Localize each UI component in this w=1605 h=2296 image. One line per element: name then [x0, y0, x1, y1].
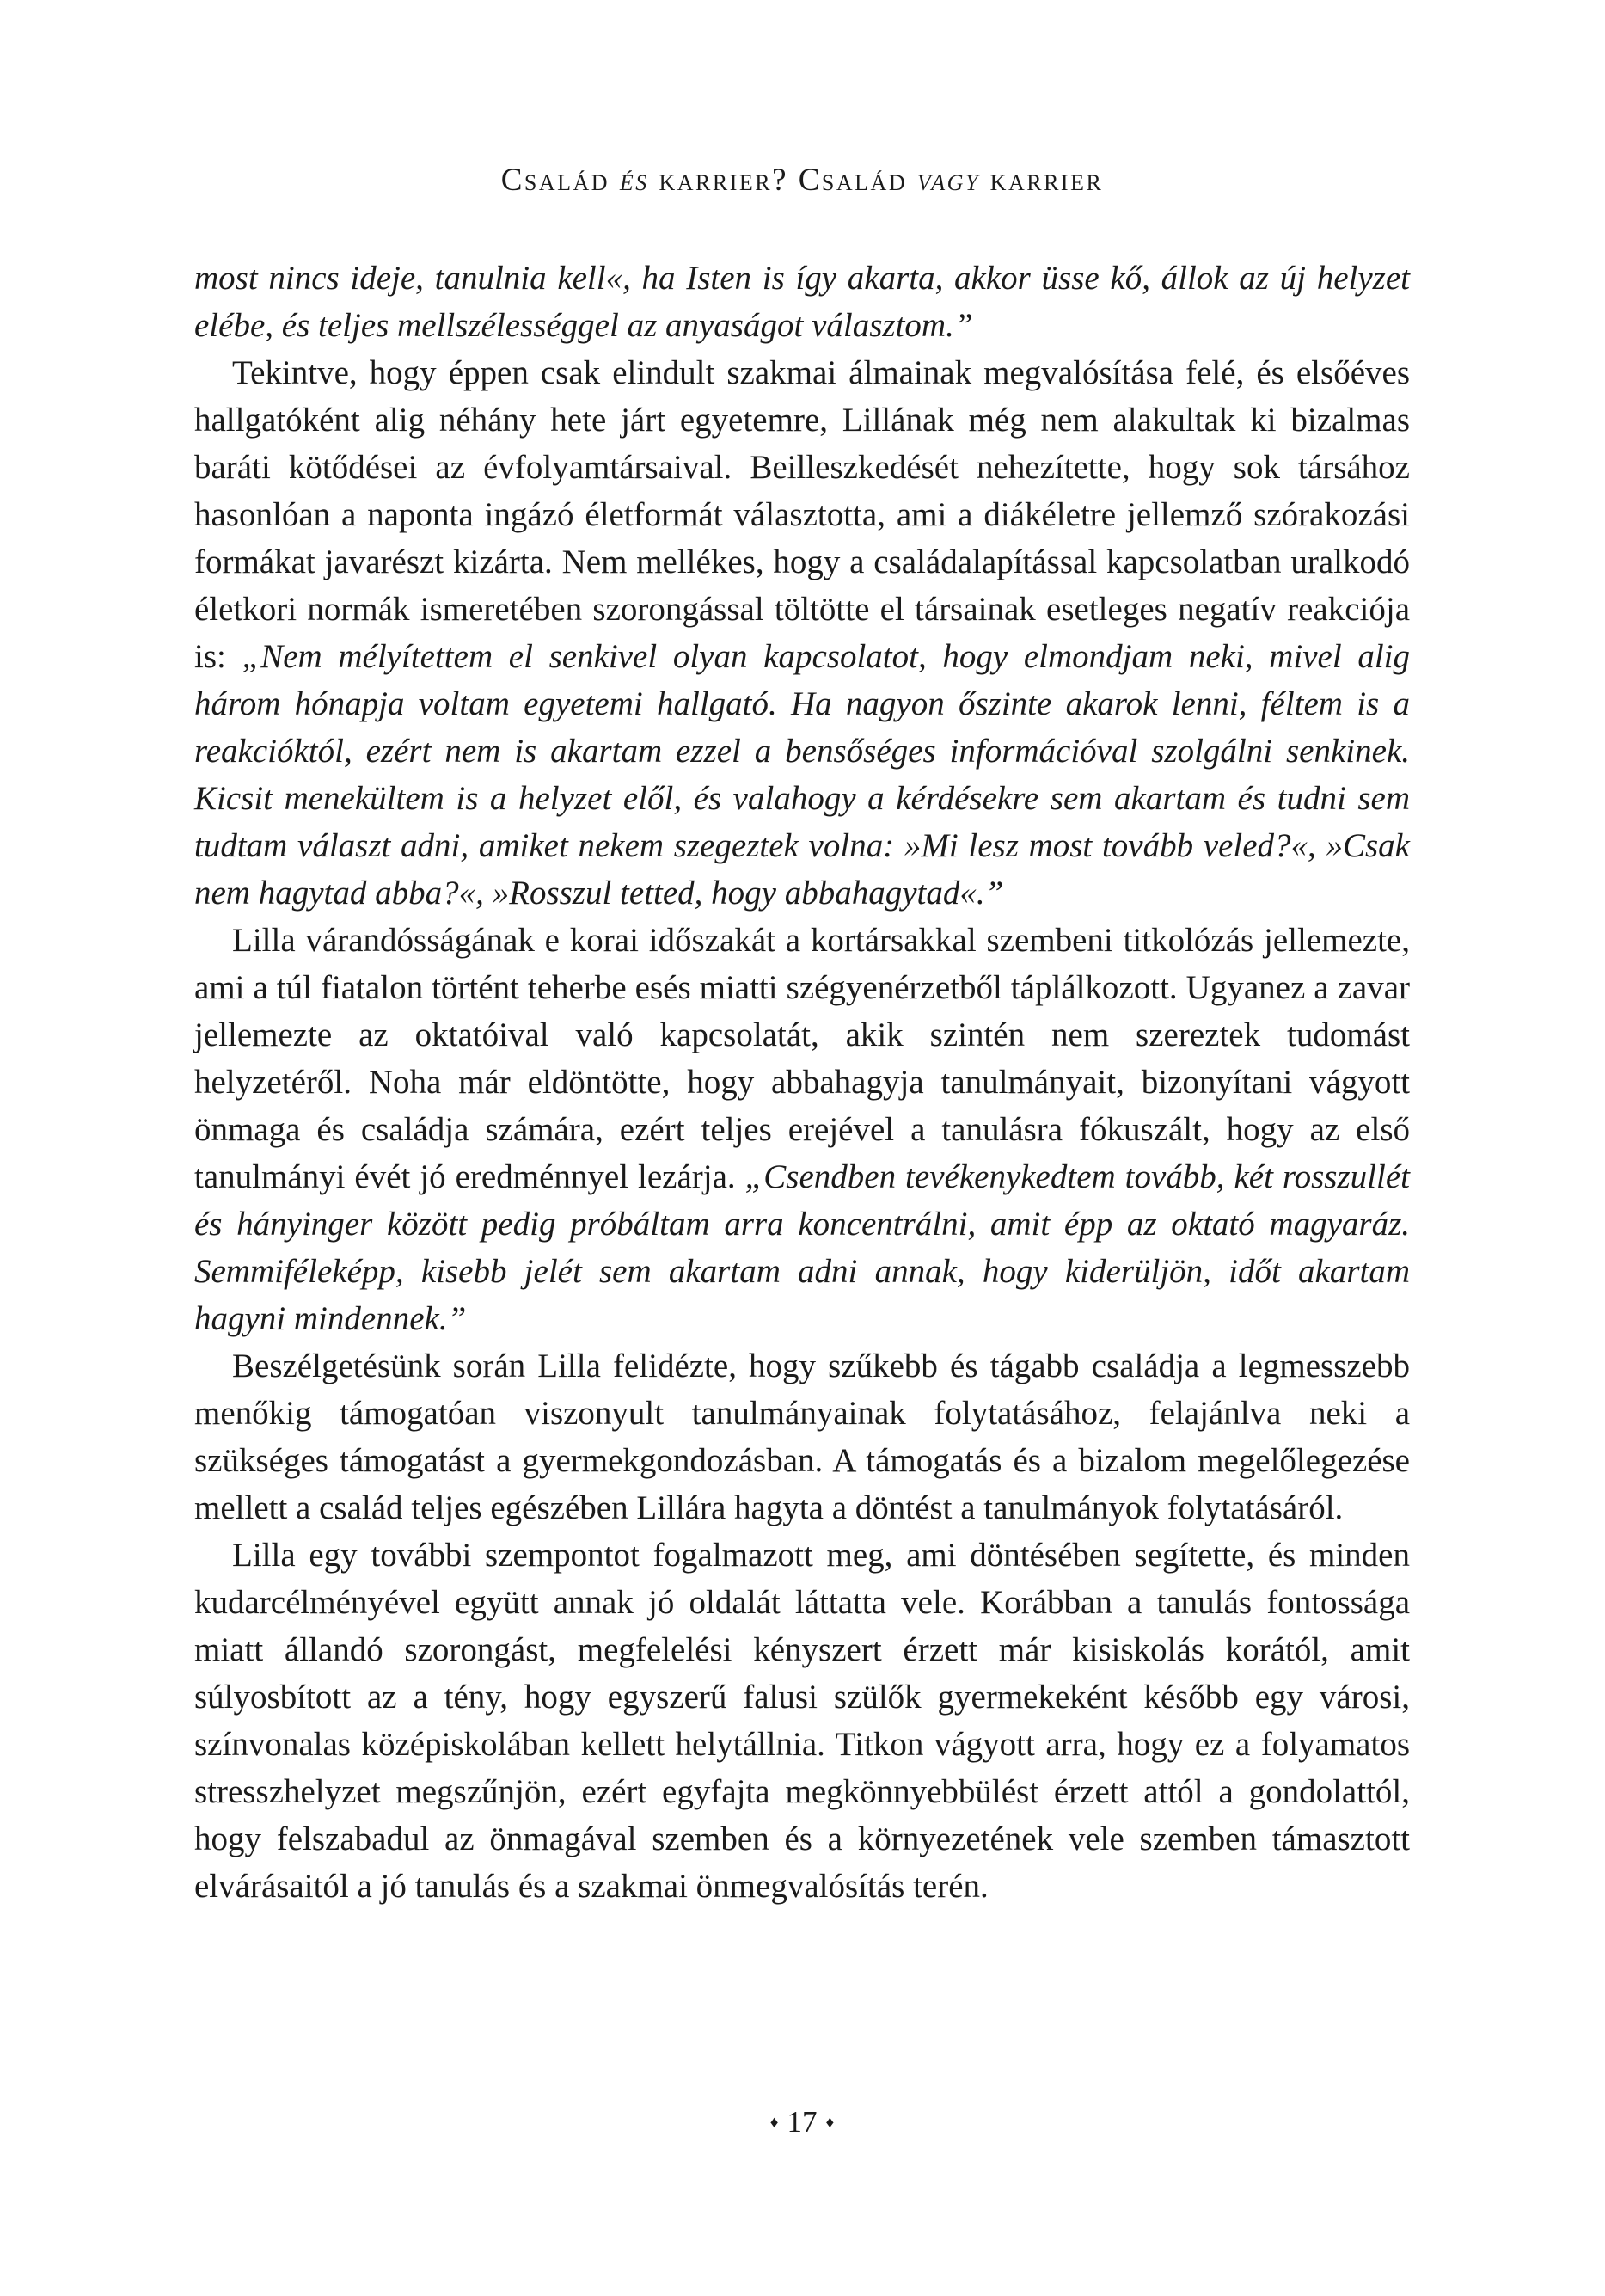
body-text	[194, 255, 1410, 1910]
footer-ornament-left: ♦	[769, 2114, 779, 2132]
paragraph	[194, 1532, 1410, 1910]
footer-ornament-right: ♦	[825, 2114, 835, 2132]
text-run-italic: „Nem mélyítettem el senkivel olyan kapcsolatot, hogy elmondjam neki, mivel alig három hónapja voltam egyetemi hallgató. Ha nagyon őszinte akarok lenni, féltem is a reakcióktól, ezért nem is akartam ezzel a bensőséges információval szolgálni senkinek. Kicsit menekültem is a helyzet elől, és valahogy a kérdésekre sem akartam és tudni sem tudtam választ adni, amiket nekem szegeztek volna: »Mi lesz most tovább veled?«, »Csak nem hagytad abba?«, »Rosszul tetted, hogy abbahagytad«.”	[194, 638, 1410, 912]
text-run: Tekintve, hogy éppen csak elindult szakmai álmainak megvalósítása felé, és elsőéves hallgatóként alig néhány hete járt egyetemre, Lillának még nem alakultak ki bizalmas baráti kötődései az évfolyamtársaival. Beilleszkedését nehezítette, hogy sok társához hasonlóan a naponta ingázó életformát választotta, ami a diákéletre jellemző szórakozási formákat javarészt kizárta. Nem mellékes, hogy a családalapítással kapcsolatban uralkodó életkori normák ismeretében szorongással töltötte el társainak esetleges negatív reakciója is:	[194, 354, 1410, 675]
header-text-segment: Család	[500, 163, 620, 198]
header-text-segment-italic: vagy	[916, 163, 980, 198]
paragraph	[194, 917, 1410, 1342]
paragraph	[194, 1342, 1410, 1532]
page-number: 17	[787, 2105, 818, 2139]
text-run: Lilla egy további szempontot fogalmazott meg, ami döntésében segítette, és minden kudarcélményével együtt annak jó oldalát láttatta vele. Korábban a tanulás fontossága miatt állandó szorongást, megfelelési kényszert érzett már kisiskolás korától, amit súlyosbított az a tény, hogy egyszerű falusi szülők gyermekeként később egy városi, színvonalas középiskolában kellett helytállnia. Titkon vágyott arra, hogy ez a folyamatos stresszhelyzet megszűnjön, ezért egyfajta megkönnyebbülést érzett attól a gondolattól, hogy felszabadul az önmagával szemben és a környezetének vele szemben támasztott elvárásaitól a jó tanulás és a szakmai önmegvalósítás terén.	[194, 1537, 1410, 1905]
paragraph	[194, 255, 1410, 349]
text-run-italic: „Csendben tevékenykedtem tovább, két rosszullét és hányinger között pedig próbáltam arra koncentrálni, amit épp az oktató magyaráz. Semmiféleképp, kisebb jelét sem akartam adni annak, hogy kiderüljön, időt akartam hagyni mindennek.”	[194, 1158, 1410, 1337]
text-run: Lilla várandósságának e korai időszakát a kortársakkal szembeni titkolózás jellemezte, ami a túl fiatalon történt teherbe esés miatti szégyenérzetből táplálkozott. Ugyanez a zavar jellemezte az oktatóival való kapcsolatát, akik szintén nem szereztek tudomást helyzetéről. Noha már eldöntötte, hogy abbahagyja tanulmányait, bizonyítani vágyott önmaga és családja számára, ezért teljes erejével a tanulásra fókuszált, hogy az első tanulmányi évét jó eredménnyel lezárja.	[194, 922, 1410, 1195]
header-text-segment: karrier	[979, 163, 1104, 198]
text-run-italic: most nincs ideje, tanulnia kell«, ha Isten is így akarta, akkor üsse kő, állok az új helyzet elébe, és teljes mellszélességgel az anyaságot választom.”	[194, 260, 1410, 344]
text-run: Beszélgetésünk során Lilla felidézte, hogy szűkebb és tágabb családja a legmesszebb menőkig támogatóan viszonyult tanulmányainak folytatásához, felajánlva neki a szükséges támogatást a gyermekgondozásban. A támogatás és a bizalom megelőlegezése mellett a család teljes egészében Lillára hagyta a döntést a tanulmányok folytatásáról.	[194, 1348, 1410, 1526]
header-text-segment: karrier? Család	[648, 163, 917, 198]
header-text-segment-italic: és	[619, 163, 649, 198]
paragraph	[194, 349, 1410, 917]
page-footer	[194, 2105, 1410, 2139]
running-header	[194, 162, 1410, 199]
